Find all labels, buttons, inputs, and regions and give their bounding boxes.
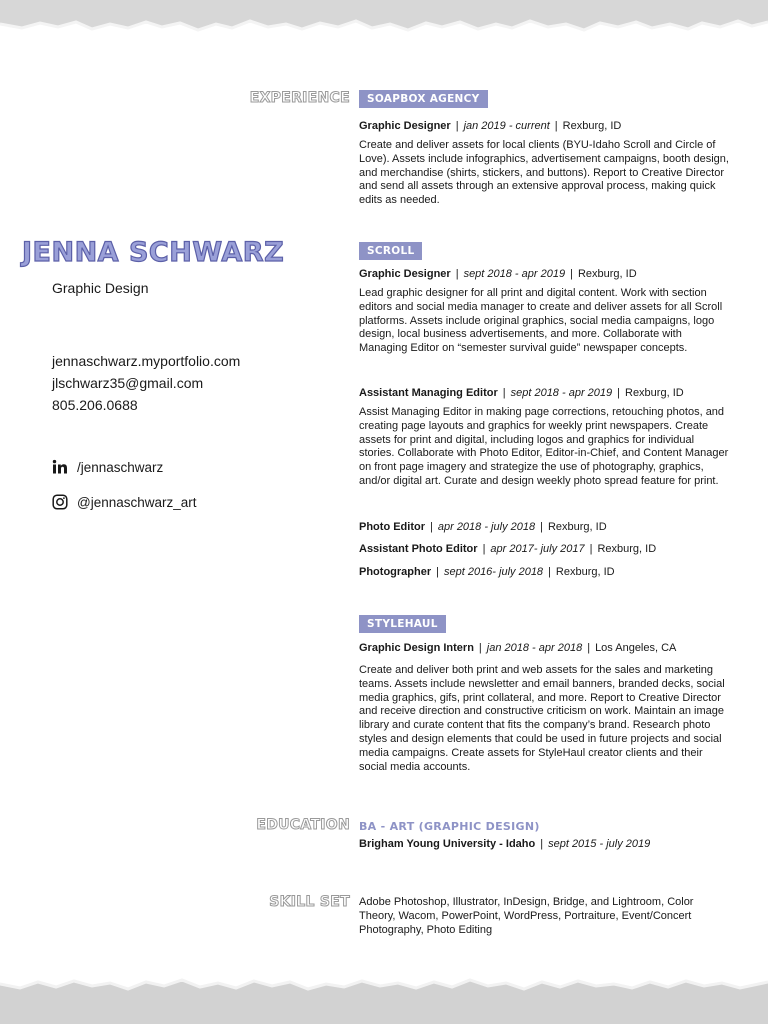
org-tag-scroll: SCROLL	[359, 242, 422, 260]
linkedin-handle: /jennaschwarz	[77, 459, 164, 475]
job-description-soapbox: Create and deliver assets for local clients (BYU-Idaho Scroll and Circle of Love). Assets include infographics, advertisement campaigns, booth design, and merchandise (shirts, stickers, and buttons). Report to Creative Director and send all assets through an extensive approval process, making quick edits as needed.	[359, 139, 729, 207]
section-label-experience: EXPERIENCE	[249, 90, 350, 106]
job-location: Rexburg, ID	[555, 566, 615, 578]
job-dates: jan 2019 - current	[463, 120, 550, 132]
job-location: Los Angeles, CA	[595, 642, 677, 654]
job-location: Rexburg, ID	[562, 120, 622, 132]
org-tag-soapbox: SOAPBOX AGENCY	[359, 90, 488, 108]
job-dates: apr 2018 - july 2018	[437, 521, 536, 533]
job-dates: sept 2018 - apr 2019	[463, 268, 566, 280]
linkedin-row[interactable]	[52, 459, 163, 475]
job-location: Rexburg, ID	[547, 521, 607, 533]
job-title: Graphic Design Intern	[359, 642, 474, 654]
instagram-row[interactable]	[52, 494, 197, 510]
job-location: Rexburg, ID	[625, 387, 684, 399]
torn-paper-top-edge	[0, 0, 768, 42]
linkedin-icon	[52, 459, 68, 475]
job-title: Assistant Managing Editor	[359, 387, 498, 399]
job-line-stylehaul: Graphic Design Intern | jan 2018 - apr 2018 | Los Angeles, CA	[359, 642, 677, 654]
job-line-scroll-assistant-photo-editor: Assistant Photo Editor | apr 2017- july 2017 | Rexburg, ID	[359, 543, 657, 555]
education-line: Brigham Young University - Idaho | sept 2015 - july 2019	[359, 838, 651, 850]
instagram-icon	[52, 494, 68, 510]
job-dates: jan 2018 - apr 2018	[486, 642, 583, 654]
job-dates: sept 2018 - apr 2019	[510, 387, 613, 399]
job-description-scroll-assistant-managing-editor: Assist Managing Editor in making page corrections, retouching photos, and creating page layouts and graphics for weekly print newspapers. Create assets for print and digital, including logos and graphics for individual stories. Collaborate with Photo Editor, Editor-in-Chief, and Content Manager on front page imagery and strategize the use of photography, graphics, and/or digital art. Curate and design weekly photo spread feature for print.	[359, 406, 729, 487]
resume-name: JENNA SCHWARZ	[22, 237, 285, 268]
job-title: Photo Editor	[359, 521, 425, 533]
job-line-scroll-graphic-designer: Graphic Designer | sept 2018 - apr 2019 | Rexburg, ID	[359, 268, 637, 280]
resume-subtitle: Graphic Design	[52, 280, 149, 296]
education-school: Brigham Young University - Idaho	[359, 838, 536, 850]
org-tag-stylehaul: STYLEHAUL	[359, 615, 446, 633]
job-line-scroll-assistant-managing-editor: Assistant Managing Editor | sept 2018 - apr 2019 | Rexburg, ID	[359, 387, 684, 399]
job-line-scroll-photo-editor: Photo Editor | apr 2018 - july 2018 | Rexburg, ID	[359, 521, 607, 533]
email-link[interactable]: jlschwarz35@gmail.com	[52, 375, 204, 391]
section-label-education: EDUCATION	[256, 817, 350, 833]
instagram-handle: @jennaschwarz_art	[77, 494, 197, 510]
job-location: Rexburg, ID	[597, 543, 657, 555]
phone-number: 805.206.0688	[52, 397, 138, 413]
job-dates: apr 2017- july 2017	[490, 543, 585, 555]
job-line-soapbox: Graphic Designer | jan 2019 - current | Rexburg, ID	[359, 120, 622, 132]
job-description-scroll-graphic-designer: Lead graphic designer for all print and digital content. Work with section editors and social media manager to create and deliver assets for all Scroll platforms. Assets include original graphics, social media campaigns, logo design, local business advertisements, and more. Collaborate with Managing Editor on “semester survival guide” newspaper concepts.	[359, 287, 723, 355]
job-description-stylehaul: Create and deliver both print and web assets for the sales and marketing teams. Assets include newsletter and email banners, branded decks, social media graphics, gifs, print collateral, and more. Report to Creative Director and receive direction and constructive criticism on work. Maintain an image library and curate content that fits the company’s brand. Research photo styles and design elements that could be used in future projects and social media campaigns. Create assets for StyleHaul creator clients and their social media accounts.	[359, 664, 725, 773]
section-label-skills: SKILL SET	[269, 894, 350, 910]
job-dates: sept 2016- july 2018	[443, 566, 544, 578]
portfolio-link[interactable]: jennaschwarz.myportfolio.com	[52, 353, 241, 369]
education-degree: BA - ART (GRAPHIC DESIGN)	[359, 820, 540, 833]
job-title: Assistant Photo Editor	[359, 543, 478, 555]
job-location: Rexburg, ID	[577, 268, 637, 280]
job-title: Graphic Designer	[359, 120, 451, 132]
skills-text: Adobe Photoshop, Illustrator, InDesign, Bridge, and Lightroom, Color Theory, Wacom, PowerPoint, WordPress, Portraiture, Event/Concert Photography, Photo Editing	[359, 896, 694, 936]
torn-paper-bottom-edge	[0, 972, 768, 1024]
job-title: Photographer	[359, 566, 432, 578]
education-dates: sept 2015 - july 2019	[548, 838, 651, 850]
job-title: Graphic Designer	[359, 268, 451, 280]
job-line-scroll-photographer: Photographer | sept 2016- july 2018 | Rexburg, ID	[359, 566, 615, 578]
